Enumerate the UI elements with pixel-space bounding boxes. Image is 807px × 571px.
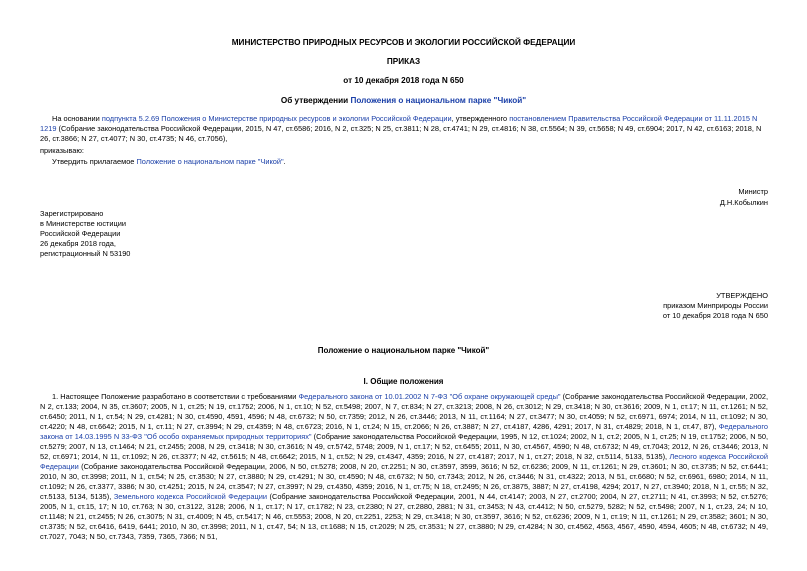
approve-paragraph xyxy=(40,157,768,167)
environmental-law-link[interactable]: Федерального закона от 10.01.2002 N 7-ФЗ "Об охране окружающей среды" xyxy=(298,392,561,401)
regulation-subparagraph-link[interactable]: подпункта 5.2.69 Положения о Министерстве природных ресурсов и экологии Российской Федерации xyxy=(101,114,452,123)
registration-line-1: Зарегистрировано xyxy=(40,209,104,218)
ministry-heading: МИНИСТЕРСТВО ПРИРОДНЫХ РЕСУРСОВ И ЭКОЛОГИИ РОССИЙСКОЙ ФЕДЕРАЦИИ xyxy=(231,38,576,47)
p1-text-3: (Собрание законодательства Российской Федерации, 2006, N 50, ст.5278; 2008, N 20, ст.2251; N 30, ст.3597, 3599, 3616; N 52, ст.6236; 2009, N 11, ст.1261; N 29, ст.3601; N 30, ст.3735; N 52, ст.6441; 2010, N 30, ст.3998; 2011, N 1, ст.54; N 25, ст.3530; N 27, ст.3880; N 29, ст.4291; N 30, ст.4590; N 48, ст.6732; N 50, ст.7343; 2012, N 26, ст.3446; N 31, ст.4322; 2013, N 51, ст.6680; N 52, ст.6961, 6980; 2014, N 11, ст.1092; N 26, ст.3377, 3386; N 30, ст.4251; 2015, N 24, ст.3547; N 27, ст.3997; N 29, ст.4350, 4359; 2016, N 1, ст.75; N 18, ст.2495; N 26, ст.3875, 3887; N 27, ст.4198, 4294; 2017, N 27, ст.3940; 2018, N 1, ст.55; N 32, ст.5133, 5134, 5135), xyxy=(40,462,768,501)
approve-prefix: Утвердить прилагаемое xyxy=(52,157,137,166)
order-word: приказываю: xyxy=(40,146,84,155)
approved-regulation-link[interactable]: Положение о национальном парке "Чикой" xyxy=(136,157,284,166)
approval-line-1: УТВЕРЖДЕНО xyxy=(716,291,768,300)
chapter-title: I. Общие положения xyxy=(363,377,444,386)
approval-line-3: от 10 декабря 2018 года N 650 xyxy=(662,311,768,320)
approval-line-2: приказом Минприроды России xyxy=(663,301,768,310)
preamble-rest: (Собрание законодательства Российской Федерации, 2015, N 47, ст.6586; 2016, N 2, ст.325; N 25, ст.3811; N 28, ст.4741; N 29, ст.4816; N 38, ст.5564; N 39, ст.5658; N 49, ст.6904; 2017, N 42, ст.6163; 2018, N 26, ст.3866; N 27, ст.4077; N 30, ст.4735; N 46, ст.7056), xyxy=(40,124,762,143)
signature-name: Д.Н.Кобылкин xyxy=(719,198,768,207)
approval-stamp xyxy=(663,291,768,321)
p1-start: 1. Настоящее Положение разработано в соответствии с требованиями xyxy=(52,392,299,401)
regulation-paragraph-1 xyxy=(40,392,768,542)
subject-prefix: Об утверждении xyxy=(280,96,351,105)
preamble-paragraph xyxy=(40,114,768,144)
regulation-title: Положение о национальном парке "Чикой" xyxy=(317,346,490,355)
registration-line-2: в Министерстве юстиции xyxy=(40,219,127,228)
p1-text-1: (Собрание законодательства Российской Федерации, 2002, N 2, ст.133; 2004, N 35, ст.3607; 2005, N 1, ст.25; N 19, ст.1752; 2006, N 1, ст.10; N 52, ст.5498; 2007, N 7, ст.834; N 27, ст.3213; 2008, N 26, ст.3012; N 29, ст.3418; N 30, ст.3616; 2009, N 1, ст.17; N 11, ст.1261; N 52, ст.6450; 2011, N 1, ст.54; N 29, ст.4281; N 30, ст.4590, 4591, 4596; N 48, ст.6732; N 50, ст.7359; 2012, N 26, ст.3446; 2013, N 11, ст.1164; N 27, ст.3477; N 30, ст.4059; N 52, ст.6971, 6974; 2014, N 11, ст.1092; N 30, ст.4220; N 48, ст.6642; 2015, N 1, ст.11; N 27, ст.3994; N 29, ст.4359; N 48, ст.6723; 2016, N 1, ст.24; N 15, ст.2066; N 26, ст.3887; N 27, ст.4187, 4286, 4291; 2017, N 31, ст.4829; 2018, N 1, ст.47, 87), xyxy=(40,392,769,431)
approve-suffix: . xyxy=(283,157,286,166)
government-decree-link[interactable]: постановлением Правительства Российской Федерации от 11.11.2015 N 1219 xyxy=(40,114,758,133)
document-date-number: от 10 декабря 2018 года N 650 xyxy=(343,76,464,85)
registration-line-5: регистрационный N 53190 xyxy=(40,249,131,258)
subject-link[interactable]: Положения о национальном парке "Чикой" xyxy=(350,96,527,105)
protected-areas-law-link[interactable]: Федерального закона от 14.03.1995 N 33-ФЗ "Об особо охраняемых природных территориях" xyxy=(40,422,768,441)
p1-text-4: (Собрание законодательства Российской Федерации, 2001, N 44, ст.4147; 2003, N 27, ст.2700; 2004, N 27, ст.2711; N 41, ст.3993; N 52, ст.5276; 2005, N 1, ст.15, 17; N 10, ст.763; N 30, ст.3122, 3128; 2006, N 1, ст.17; N 17, ст.1782; N 23, ст.2380; N 27, ст.2880, 2881; N 31, ст.3453; N 43, ст.4412; N 50, ст.5279, 5282; N 52, ст.5498; 2007, N 1, ст.23, 24; N 10, ст.1148; N 21, ст.2455; N 26, ст.3075; N 31, ст.4009; N 45, ст.5417; N 46, ст.5553; 2008, N 20, ст.2251, 2253; N 29, ст.3418; N 30, ст.3597, 3616; N 52, ст.6236; 2009, N 1, ст.19; N 11, ст.1261; N 29, ст.3582; 3601; N 30, ст.3735; N 52, ст.6416, 6419, 6441; 2010, N 30, ст.3998; 2011, N 1, ст.47, 54; N 13, ст.1688; N 15, ст.2029; N 25, ст.3531; N 27, ст.3880; N 29, ст.4284; N 30, ст.4562, 4563, 4567, 4590, 4594, 4605; N 48, ст.6732; N 49, ст.7027, 7043; N 50, ст.7343, 7359, 7365, 7366; N 51, xyxy=(40,492,768,541)
document-type: ПРИКАЗ xyxy=(386,57,421,66)
preamble-intro: На основании xyxy=(52,114,102,123)
document-subject xyxy=(0,96,807,106)
forest-code-link[interactable]: Лесного кодекса Российской Федерации xyxy=(40,452,768,471)
registration-line-3: Российской Федерации xyxy=(40,229,121,238)
land-code-link[interactable]: Земельного кодекса Российской Федерации xyxy=(113,492,267,501)
p1-text-2: (Собрание законодательства Российской Федерации, 1995, N 12, ст.1024; 2002, N 1, ст.2; 2005, N 1, ст.25; N 19, ст.1752; 2006, N 50, ст.5279; 2007, N 13, ст.1464; N 21, ст.2455; 2008, N 29, ст.3418; N 30, ст.3616; N 49, ст.5742, 5748; 2009, N 1, ст.17; N 52, ст.6455; 2011, N 30, ст.4567, 4590; N 48, ст.6732; N 49, ст.7043; 2012, N 26, ст.3446; 2013, N 52, ст.6971; 2014, N 11, ст.1092; N 26, ст.3377; N 42, ст.5615; N 48, ст.6642; 2015, N 1, ст.52; N 29, ст.4347, 4359; 2016, N 27, ст.4187; 2017, N 1, ст.27; 2018, N 32, ст.5114, 5133, 5135), xyxy=(40,432,768,461)
registration-block xyxy=(40,209,240,259)
registration-line-4: 26 декабря 2018 года, xyxy=(40,239,116,248)
preamble-mid: , утвержденного xyxy=(451,114,510,123)
signature-title: Министр xyxy=(738,187,768,196)
